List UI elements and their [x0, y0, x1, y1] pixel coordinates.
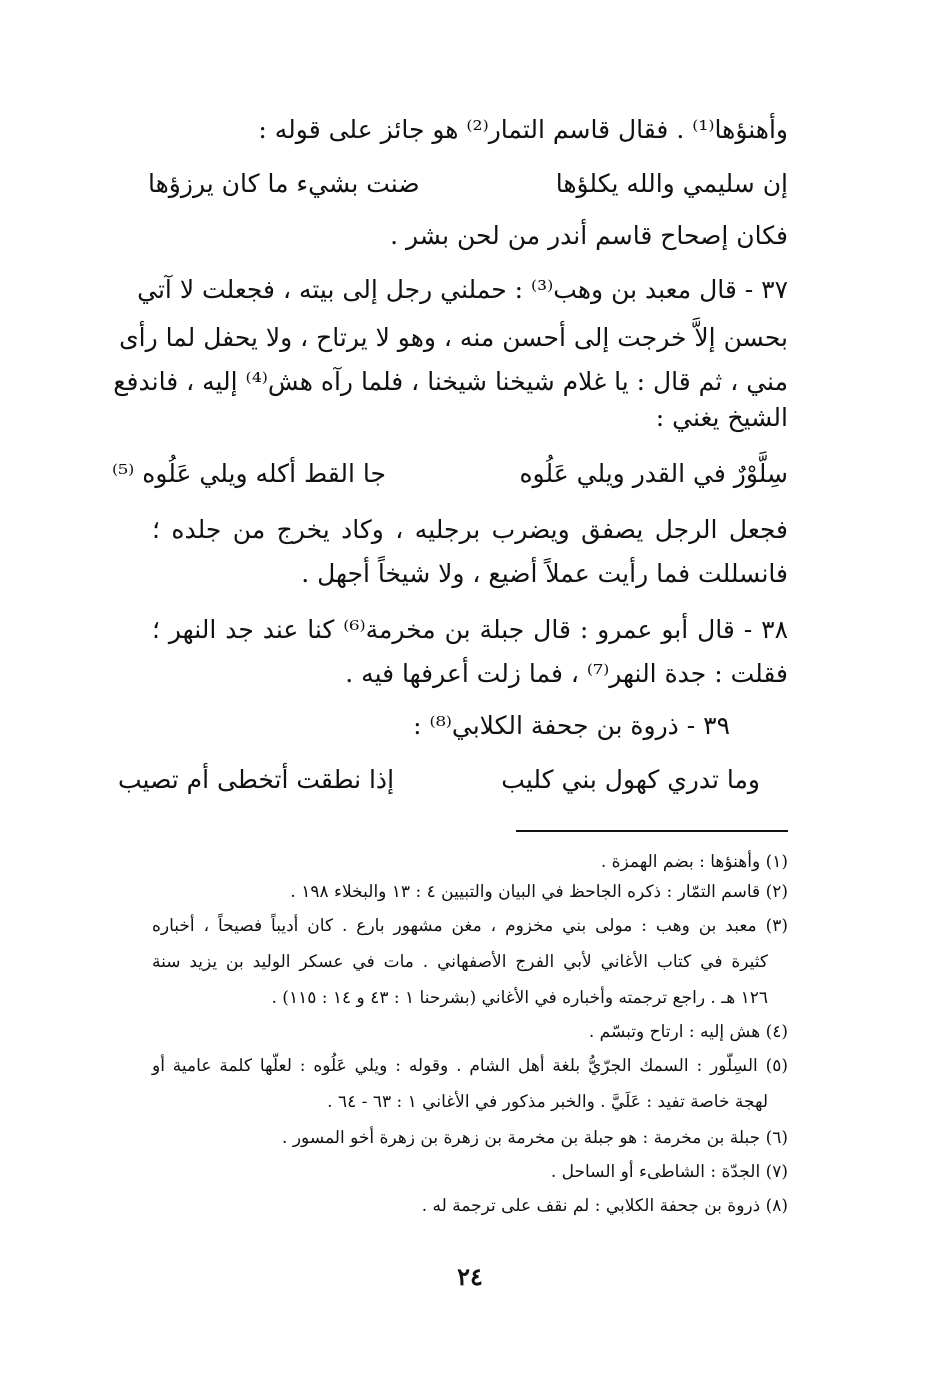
footnote: (٦) جبلة بن مخرمة : هو جبلة بن مخرمة بن زهرة بن زهرة أخو المسور .: [282, 1128, 788, 1148]
verse-2-second-hemistich: جا القط أكله ويلي عَلُوه ⁽⁵⁾: [112, 459, 386, 488]
footnote: (٣) معبد بن وهب : مولى بني مخزوم ، مغن مشهور بارع . كان أديباً فصيحاً ، أخباره: [152, 916, 788, 936]
text-line: وأهنؤها⁽¹⁾ . فقال قاسم التمار⁽²⁾ هو جائز على قوله :: [258, 115, 788, 144]
text-line: فكان إصحاح قاسم أندر من لحن بشر .: [390, 221, 788, 250]
text-line: بحسن إلاَّ خرجت إلى أحسن منه ، وهو لا يرتاح ، ولا يحفل لما رأى: [119, 323, 788, 352]
footnote: (٧) الجدّة : الشاطىء أو الساحل .: [550, 1162, 788, 1182]
text-line: ٣٩ - ذروة بن جحفة الكلابي⁽⁸⁾ :: [413, 711, 730, 740]
footnote: (٨) ذروة بن جحفة الكلابي : لم نقف على ترجمة له .: [421, 1196, 788, 1216]
footnote-continuation: لهجة خاصة تفيد : عَلَيَّ . والخبر مذكور في الأغاني ١ : ٦٣ - ٦٤ .: [327, 1092, 768, 1112]
footnote: (٥) السِلّور : السمك الجرّيُّ بلغة أهل الشام . وقوله : ويلي عَلُوه : لعلّها كلمة عامية أو: [152, 1056, 788, 1076]
text-line: ٣٧ - قال معبد بن وهب⁽³⁾ : حملني رجل إلى بيته ، فجعلت لا آتي: [137, 275, 788, 304]
text-line: فجعل الرجل يصفق ويضرب برجليه ، وكاد يخرج من جلده ؛: [152, 515, 788, 544]
text-line: مني ، ثم قال : يا غلام شيخنا شيخنا ، فلما رآه هش⁽⁴⁾ إليه ، فاندفع: [113, 367, 788, 396]
text-line: الشيخ يغني :: [655, 403, 788, 432]
text-line: فانسللت فما رأيت عملاً أضيع ، ولا شيخاً أجهل .: [301, 559, 788, 588]
verse-1-second-hemistich: ضنت بشيء ما كان يرزؤها: [148, 169, 420, 198]
text-line: ٣٨ - قال أبو عمرو : قال جبلة بن مخرمة⁽⁶⁾ كنا عند جد النهر ؛: [152, 615, 789, 644]
footnote-continuation: ١٢٦ هـ . راجع ترجمته وأخباره في الأغاني (بشرحنا ١ : ٤٣ و ١٤ : ١١٥) .: [271, 988, 768, 1008]
footnote: (١) وأهنؤها : بضم الهمزة .: [600, 852, 788, 872]
footnote: (٢) قاسم التمّار : ذكره الجاحظ في البيان والتبيين ٤ : ١٣ والبخلاء ١٩٨ .: [290, 882, 788, 902]
footnote-separator: [516, 830, 788, 832]
verse-3-second-hemistich: إذا نطقت أتخطى أم تصيب: [118, 765, 395, 794]
verse-2-first-hemistich: سِلَّوْرٌ في القدر ويلي عَلُوه: [519, 459, 788, 488]
verse-3-first-hemistich: وما تدري كهول بني كليب: [501, 765, 760, 794]
page-number: ٢٤: [457, 1262, 483, 1291]
footnote: (٤) هش إليه : ارتاح وتبسّم .: [588, 1022, 788, 1042]
verse-1-first-hemistich: إن سليمي والله يكلؤها: [555, 169, 788, 198]
footnote-continuation: كثيرة في كتاب الأغاني لأبي الفرج الأصفهاني . مات في عسكر الوليد بن يزيد سنة: [152, 952, 768, 972]
text-line: فقلت : جدة النهر⁽⁷⁾ ، فما زلت أعرفها فيه .: [345, 659, 788, 688]
